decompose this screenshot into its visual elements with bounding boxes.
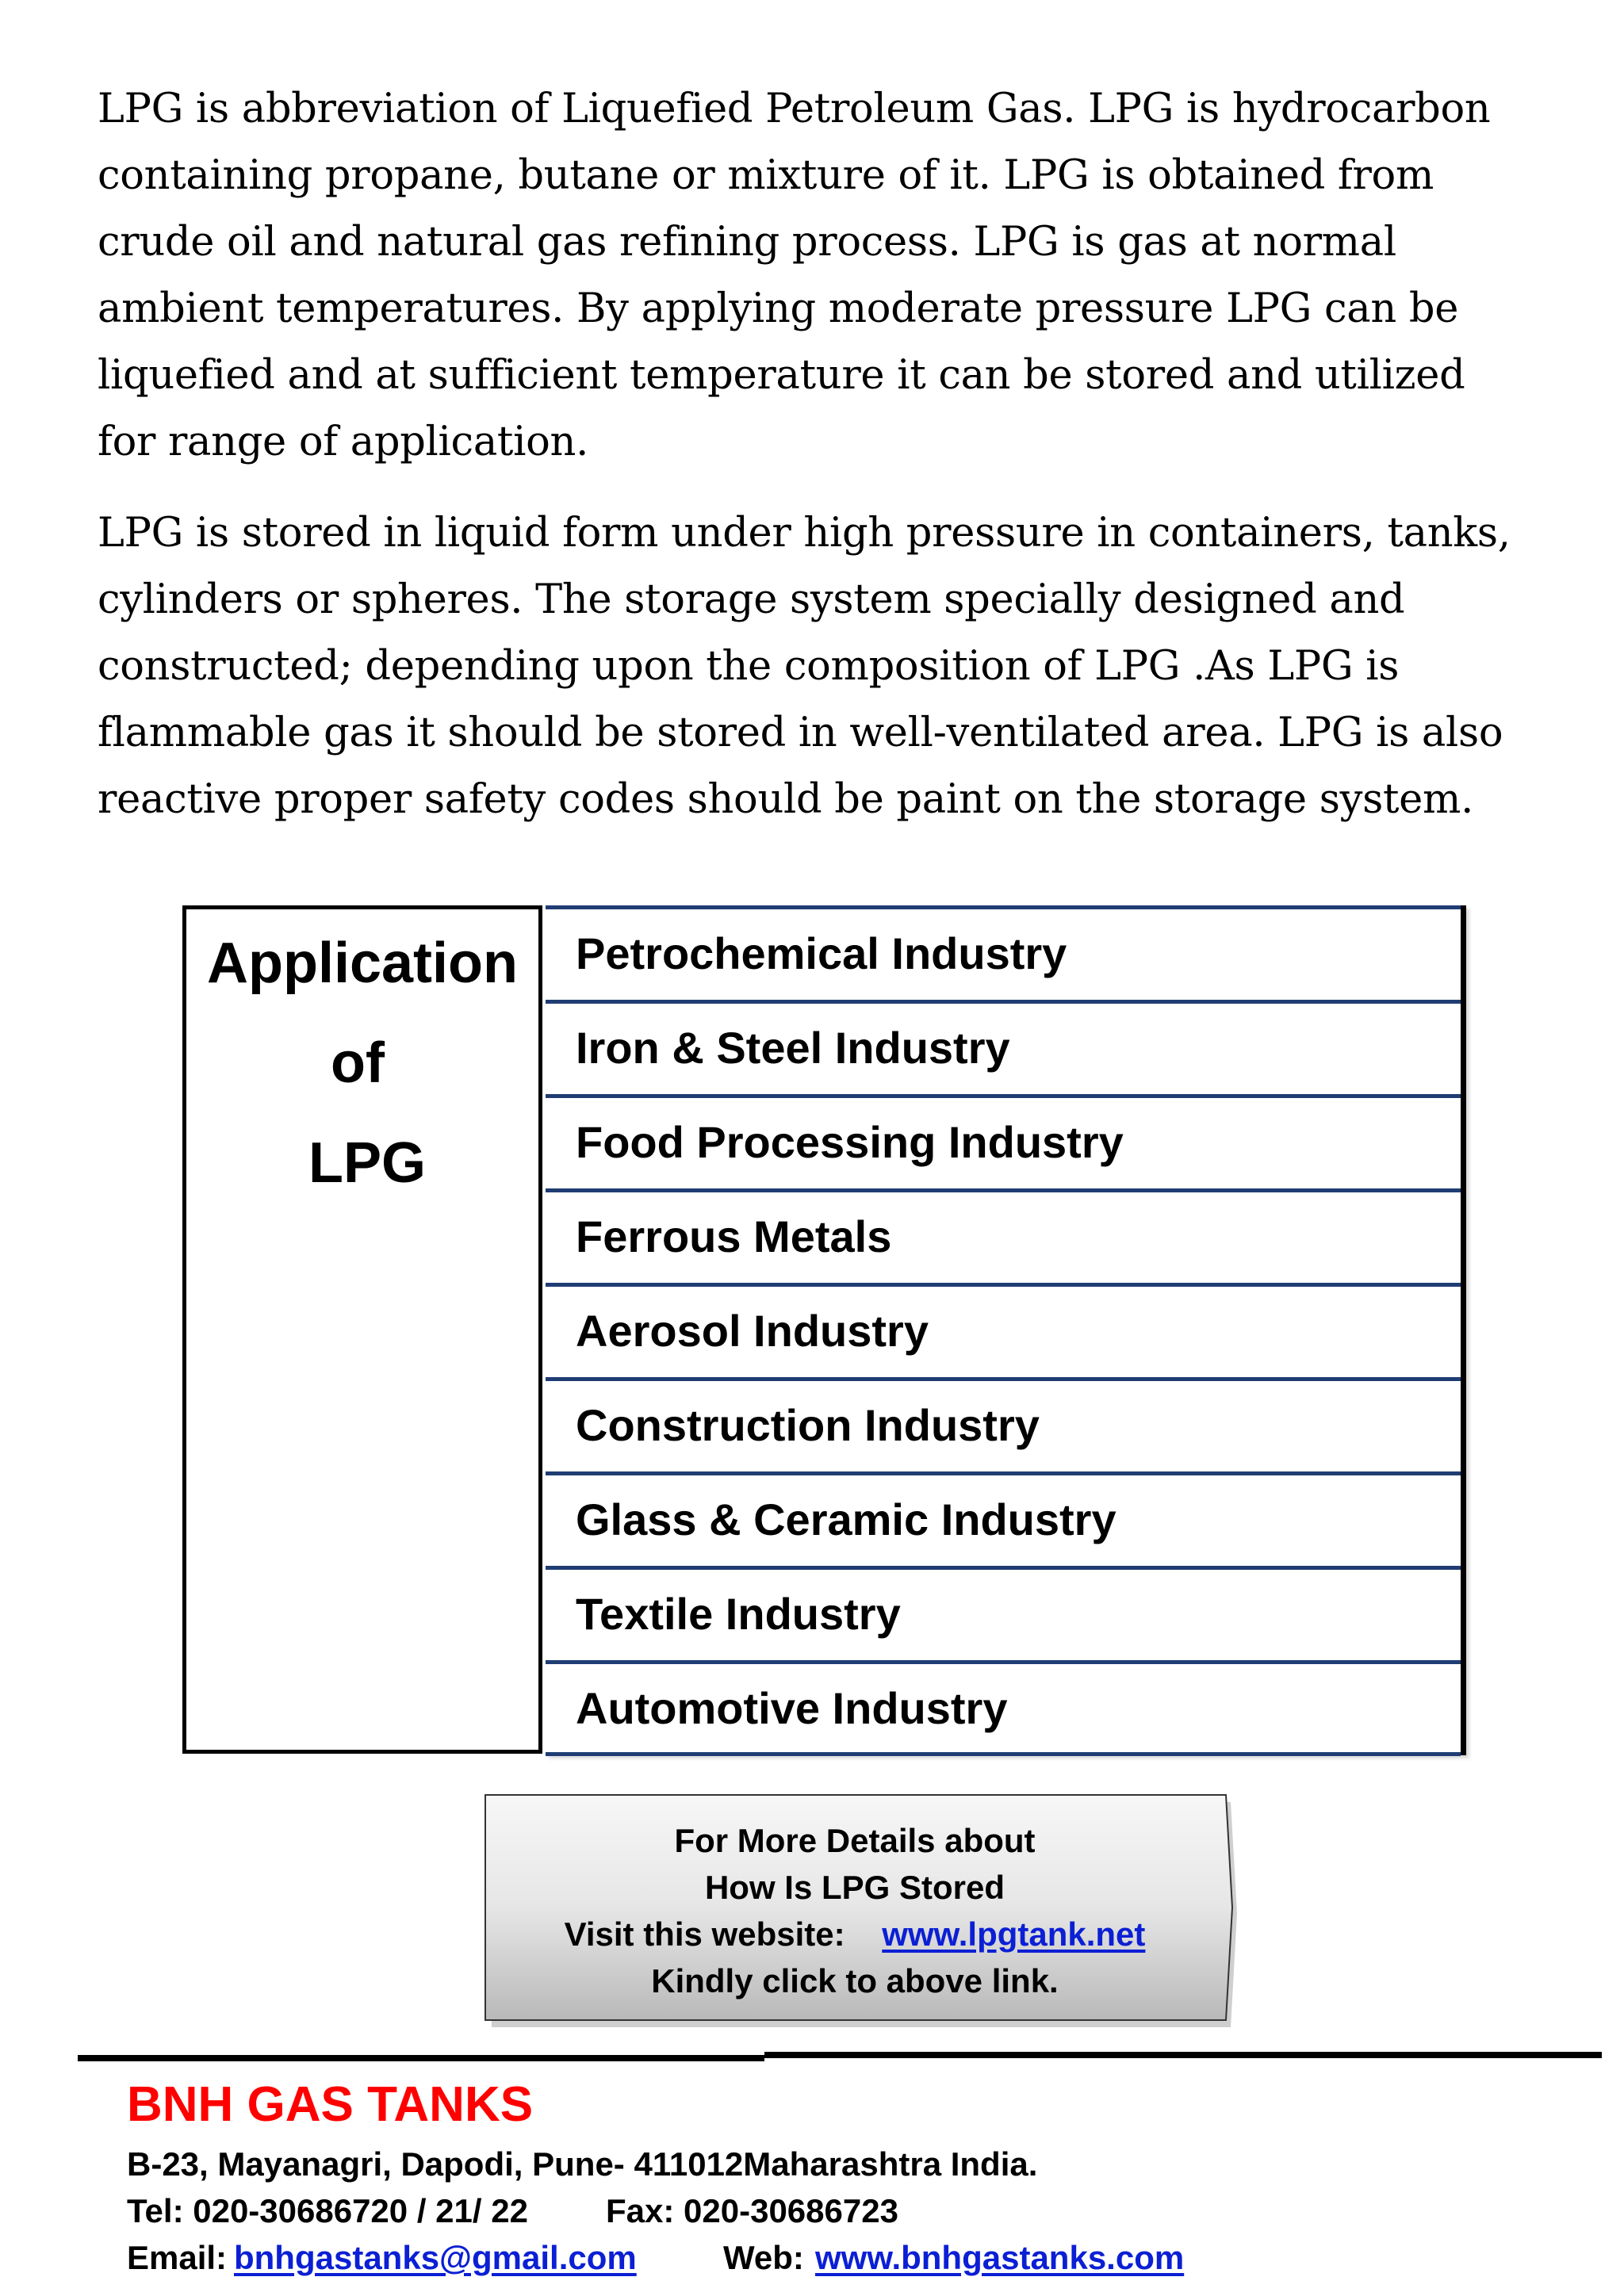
paragraph-line: liquefied and at sufficient temperature it can be stored and utilized: [98, 352, 1465, 399]
telephone: Tel: 020-30686720 / 21/ 22: [127, 2192, 528, 2229]
company-name: BNH GAS TANKS: [127, 2077, 534, 2132]
intro-paragraph-2: [98, 500, 1572, 833]
applications-list: [546, 905, 1466, 1755]
website-label: Visit this website:: [564, 1915, 845, 1953]
paragraph-line: containing propane, butane or mixture of it. LPG is obtained from: [98, 152, 1434, 199]
applications-heading-line: Application: [207, 932, 518, 995]
application-item-ferrous-metals: Ferrous Metals: [546, 1188, 1461, 1283]
paragraph-line: LPG is abbreviation of Liquefied Petroleum Gas. LPG is hydrocarbon: [98, 86, 1491, 132]
email-label: Email:: [127, 2239, 228, 2276]
applications-heading-line: LPG: [308, 1131, 426, 1195]
footer-divider: [764, 2052, 1602, 2058]
details-line: For More Details about: [674, 1822, 1036, 1859]
details-line: Kindly click to above link.: [651, 1962, 1059, 1999]
company-address: B-23, Mayanagri, Dapodi, Pune- 411012Maharashtra India.: [127, 2145, 1038, 2183]
application-item-construction: Construction Industry: [546, 1377, 1461, 1471]
paragraph-line: cylinders or spheres. The storage system specially designed and: [98, 576, 1405, 623]
details-line: How Is LPG Stored: [704, 1869, 1005, 1906]
website-link[interactable]: www.bnhgastanks.com: [815, 2239, 1185, 2276]
application-item-food-processing: Food Processing Industry: [546, 1094, 1461, 1188]
fax: Fax: 020-30686723: [606, 2192, 898, 2229]
applications-table: [182, 905, 1465, 1760]
application-item-petrochemical: Petrochemical Industry: [546, 905, 1461, 1000]
paragraph-line: flammable gas it should be stored in well-ventilated area. LPG is also: [98, 710, 1503, 756]
table-bottom-divider: [546, 1752, 1461, 1756]
details-text: [482, 1817, 1228, 2004]
lpgtank-link[interactable]: www.lpgtank.net: [882, 1915, 1146, 1953]
web-label: Web:: [723, 2239, 804, 2276]
paragraph-line: for range of application.: [98, 419, 588, 465]
more-details-box: [482, 1792, 1228, 2025]
email-link[interactable]: bnhgastanks@gmail.com: [234, 2239, 637, 2276]
application-item-iron-steel: Iron & Steel Industry: [546, 1000, 1461, 1094]
paragraph-line: reactive proper safety codes should be paint on the storage system.: [98, 776, 1474, 823]
application-item-aerosol: Aerosol Industry: [546, 1283, 1461, 1377]
footer-divider: [78, 2055, 764, 2061]
paragraph-line: LPG is stored in liquid form under high pressure in containers, tanks,: [98, 510, 1511, 557]
paragraph-line: ambient temperatures. By applying moderate pressure LPG can be: [98, 285, 1459, 332]
applications-heading-cell: [182, 905, 542, 1754]
details-website-line: [482, 1911, 1228, 1957]
application-item-automotive: Automotive Industry: [546, 1660, 1461, 1755]
application-item-textile: Textile Industry: [546, 1566, 1461, 1660]
applications-heading-line: of: [331, 1031, 385, 1095]
paragraph-line: crude oil and natural gas refining process. LPG is gas at normal: [98, 219, 1396, 266]
intro-paragraph-1: [98, 76, 1572, 476]
paragraph-line: constructed; depending upon the composition of LPG .As LPG is: [98, 643, 1400, 690]
application-item-glass-ceramic: Glass & Ceramic Industry: [546, 1471, 1461, 1566]
